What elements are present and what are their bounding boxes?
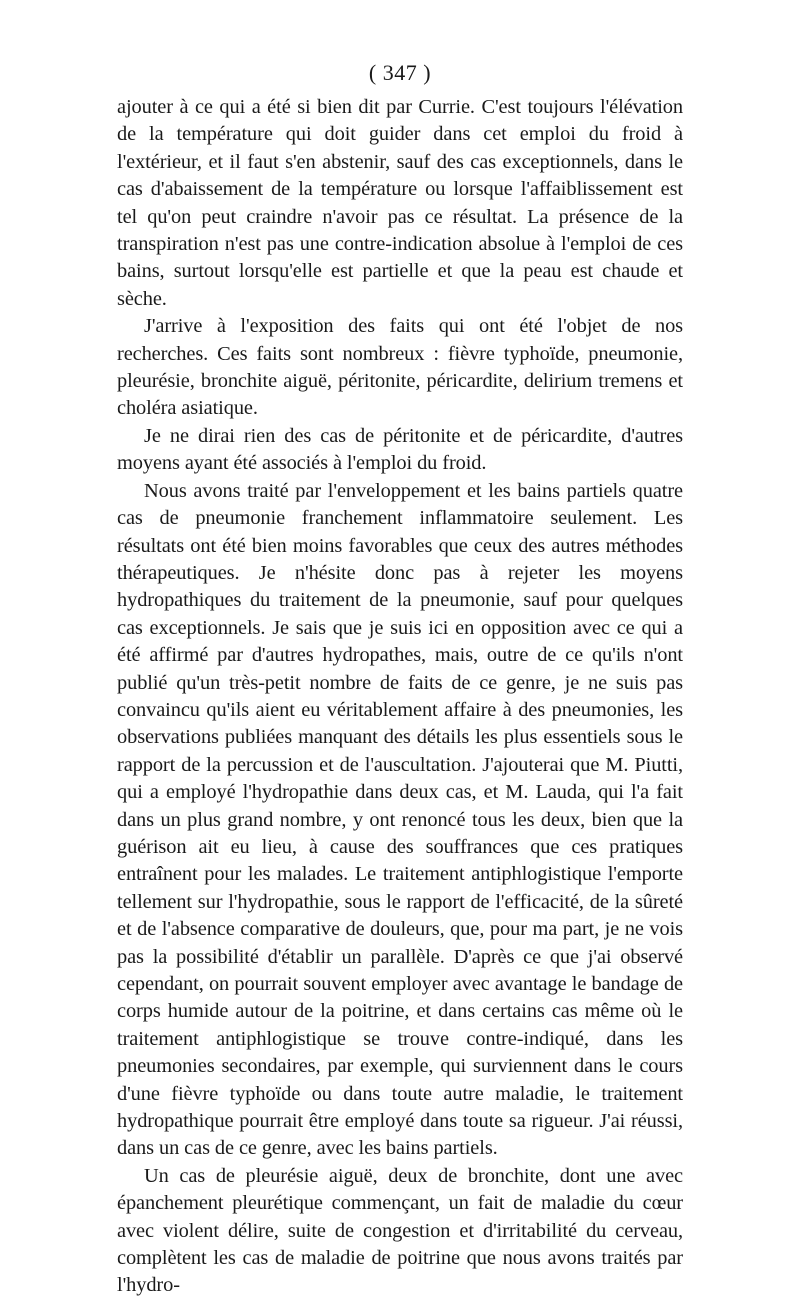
book-page	[117, 58, 683, 1300]
paragraph-pneumonie: Nous avons traité par l'enveloppement et les bains partiels quatre cas de pneumonie franchement inflammatoire seulement. Les résultats ont été bien moins favorables que ceux des autres méthodes thérapeutiques. Je n'hésite donc pas à rejeter les moyens hydropathiques du traitement de la pneumonie, sauf pour quelques cas exceptionnels. Je sais que je suis ici en opposition avec ce qui a été affirmé par d'autres hydropathes, mais, outre de ce qu'ils n'ont publié qu'un très-petit nombre de faits de ce genre, je ne suis pas convaincu qu'ils aient eu véritablement affaire à des pneumonies, les observations publiées manquant des détails les plus essentiels sous le rapport de la percussion et de l'auscultation. J'ajouterai que M. Piutti, qui a employé l'hydropathie dans deux cas, et M. Lauda, qui l'a fait dans un plus grand nombre, y ont renoncé tous les deux, bien que la guérison ait eu lieu, à cause des souffrances que ces pratiques entraînent pour les malades. Le traitement antiphlogistique l'emporte tellement sur l'hydropathie, sous le rapport de l'efficacité, de la sûreté et de l'absence comparative de douleurs, que, pour ma part, je ne vois pas la possibilité d'établir un parallèle. D'après ce que j'ai observé cependant, on pourrait souvent employer avec avantage le bandage de corps humide autour de la poitrine, et dans certains cas même où le traitement antiphlogistique se trouve contre-indiqué, dans les pneumonies secondaires, par exemple, qui surviennent dans le cours d'une fièvre typhoïde ou dans toute autre maladie, le traitement hydropathique pourrait être employé dans toute sa rigueur. J'ai réussi, dans un cas de ce genre, avec les bains partiels.	[117, 479, 683, 1160]
page-number: ( 347 )	[368, 60, 432, 85]
paragraph-exposition: J'arrive à l'exposition des faits qui ont été l'objet de nos recherches. Ces faits sont nombreux : fièvre typhoïde, pneumonie, pleurésie, bronchite aiguë, péritonite, péricardite, delirium tremens et choléra asiatique.	[117, 315, 683, 420]
paragraph-continuation: ajouter à ce qui a été si bien dit par Currie. C'est toujours l'élévation de la température qui doit guider dans cet emploi du froid à l'extérieur, et il faut s'en abstenir, sauf des cas exceptionnels, dans le cas d'abaissement de la température ou lorsque l'affaiblissement est tel qu'on peut craindre n'avoir pas ce résultat. La présence de la transpiration n'est pas une contre-indication absolue à l'emploi de ces bains, surtout lorsqu'elle est partielle et que la peau est chaude et sèche.	[117, 96, 683, 310]
paragraph-pleuresie: Un cas de pleurésie aiguë, deux de bronchite, dont une avec épanchement pleurétique commençant, un fait de maladie du cœur avec violent délire, suite de congestion et d'irritabilité du cerveau, complètent les cas de maladie de poitrine que nous avons traités par l'hydro-	[117, 1164, 683, 1297]
paragraph-peritonite: Je ne dirai rien des cas de péritonite et de péricardite, d'autres moyens ayant été associés à l'emploi du froid.	[117, 424, 683, 475]
